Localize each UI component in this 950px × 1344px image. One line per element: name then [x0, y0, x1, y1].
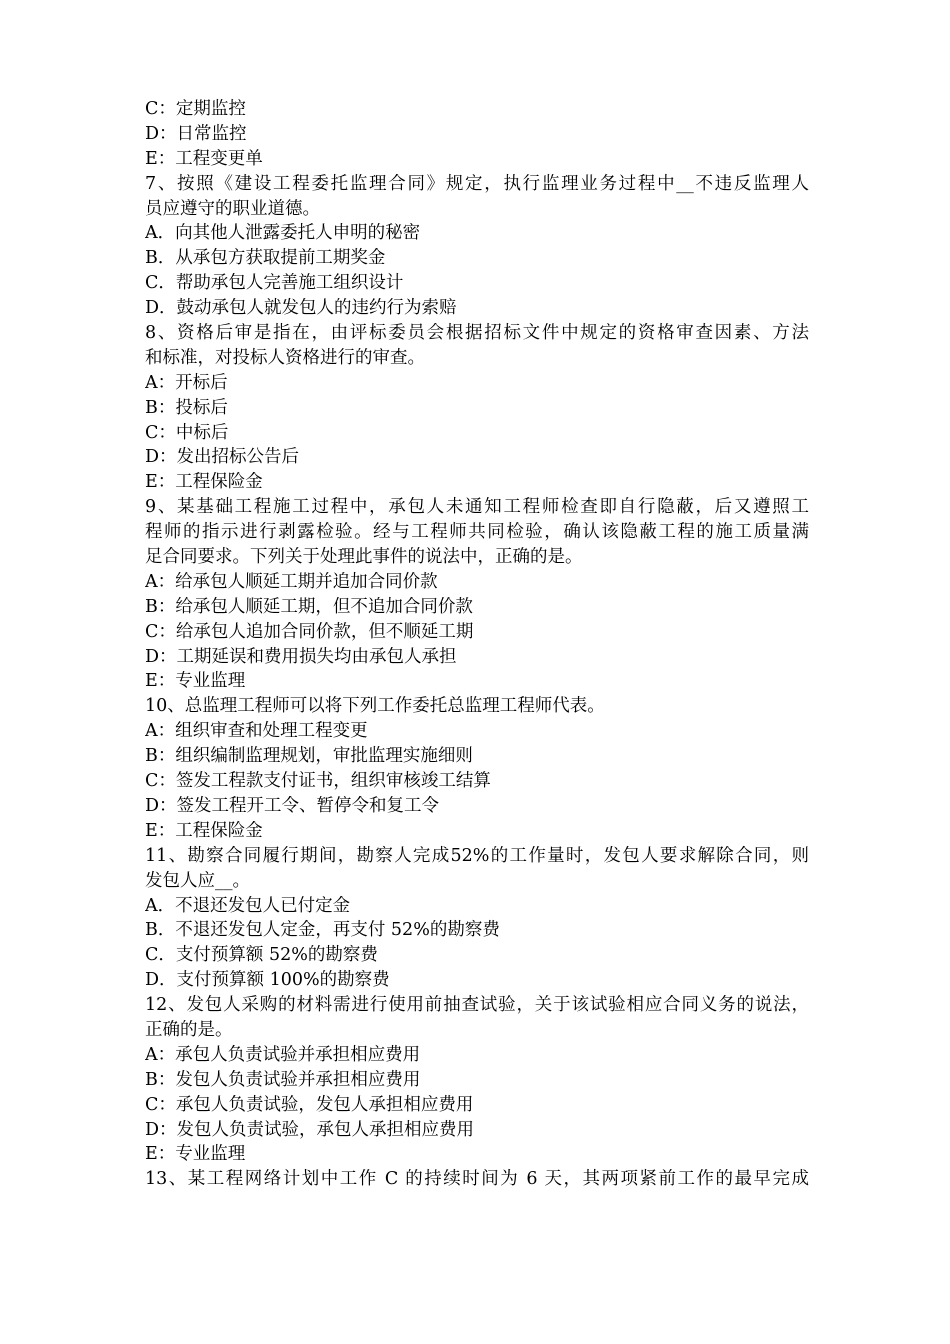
text-line: 和标准，对投标人资格进行的审查。 [145, 347, 425, 368]
text-line: A：承包人负责试验并承担相应费用 [145, 1044, 421, 1065]
text-line: E：工程保险金 [145, 472, 263, 493]
text-line: 9、某基础工程施工过程中，承包人未通知工程师检查即自行隐蔽，后又遵照工 [145, 497, 809, 518]
text-line: C：中标后 [145, 422, 229, 443]
text-line: D：工期延误和费用损失均由承包人承担 [145, 646, 457, 667]
text-line: D．鼓动承包人就发包人的违约行为索赔 [145, 298, 457, 319]
text-line: E：专业监理 [145, 671, 246, 692]
text-line: A．不退还发包人已付定金 [145, 895, 351, 916]
text-line: B：给承包人顺延工期，但不追加合同价款 [145, 596, 473, 617]
text-line: C：承包人负责试验，发包人承担相应费用 [145, 1094, 474, 1115]
text-line: 正确的是。 [145, 1019, 233, 1040]
text-line: 程师的指示进行剥露检验。经与工程师共同检验，确认该隐蔽工程的施工质量满 [145, 522, 809, 543]
document-body [145, 97, 809, 1192]
text-line: B．不退还发包人定金，再支付 52%的勘察费 [145, 920, 500, 941]
text-line: A：开标后 [145, 372, 228, 393]
text-line: 12、发包人采购的材料需进行使用前抽查试验，关于该试验相应合同义务的说法， [145, 995, 809, 1016]
text-line: E：工程保险金 [145, 820, 263, 841]
text-line: E：专业监理 [145, 1144, 246, 1165]
text-line: 发包人应__。 [145, 870, 250, 891]
text-line: D：发包人负责试验，承包人承担相应费用 [145, 1119, 475, 1140]
text-line: 7、按照《建设工程委托监理合同》规定，执行监理业务过程中__不违反监理人 [145, 173, 809, 194]
text-line: 11、勘察合同履行期间，勘察人完成52%的工作量时，发包人要求解除合同，则 [145, 845, 809, 866]
text-line: A：给承包人顺延工期并追加合同价款 [145, 571, 438, 592]
text-line: B．从承包方获取提前工期奖金 [145, 248, 386, 269]
text-line: D：日常监控 [145, 123, 247, 144]
text-line: C．帮助承包人完善施工组织设计 [145, 273, 404, 294]
text-line: 足合同要求。下列关于处理此事件的说法中，正确的是。 [145, 547, 583, 568]
text-line: D：签发工程开工令、暂停令和复工令 [145, 795, 440, 816]
text-line: B：组织编制监理规划，审批监理实施细则 [145, 746, 473, 767]
text-line: A．向其他人泄露委托人申明的秘密 [145, 223, 421, 244]
text-line: B：投标后 [145, 397, 228, 418]
text-line: 13、某工程网络计划中工作 C 的持续时间为 6 天，其两项紧前工作的最早完成 [145, 1169, 809, 1190]
text-line: 10、总监理工程师可以将下列工作委托总监理工程师代表。 [145, 696, 605, 717]
text-line: C：给承包人追加合同价款，但不顺延工期 [145, 621, 474, 642]
text-line: D．支付预算额 100%的勘察费 [145, 970, 390, 991]
text-line: C：定期监控 [145, 99, 246, 119]
text-line: C．支付预算额 52%的勘察费 [145, 945, 378, 966]
text-line: E：工程变更单 [145, 148, 263, 169]
text-line: 8、资格后审是指在，由评标委员会根据招标文件中规定的资格审查因素、方法 [145, 323, 809, 344]
text-line: C：签发工程款支付证书，组织审核竣工结算 [145, 771, 491, 792]
text-line: D：发出招标公告后 [145, 447, 300, 468]
text-line: B：发包人负责试验并承担相应费用 [145, 1069, 421, 1090]
text-line: 员应遵守的职业道德。 [145, 198, 320, 219]
text-line: A：组织审查和处理工程变更 [145, 721, 368, 742]
